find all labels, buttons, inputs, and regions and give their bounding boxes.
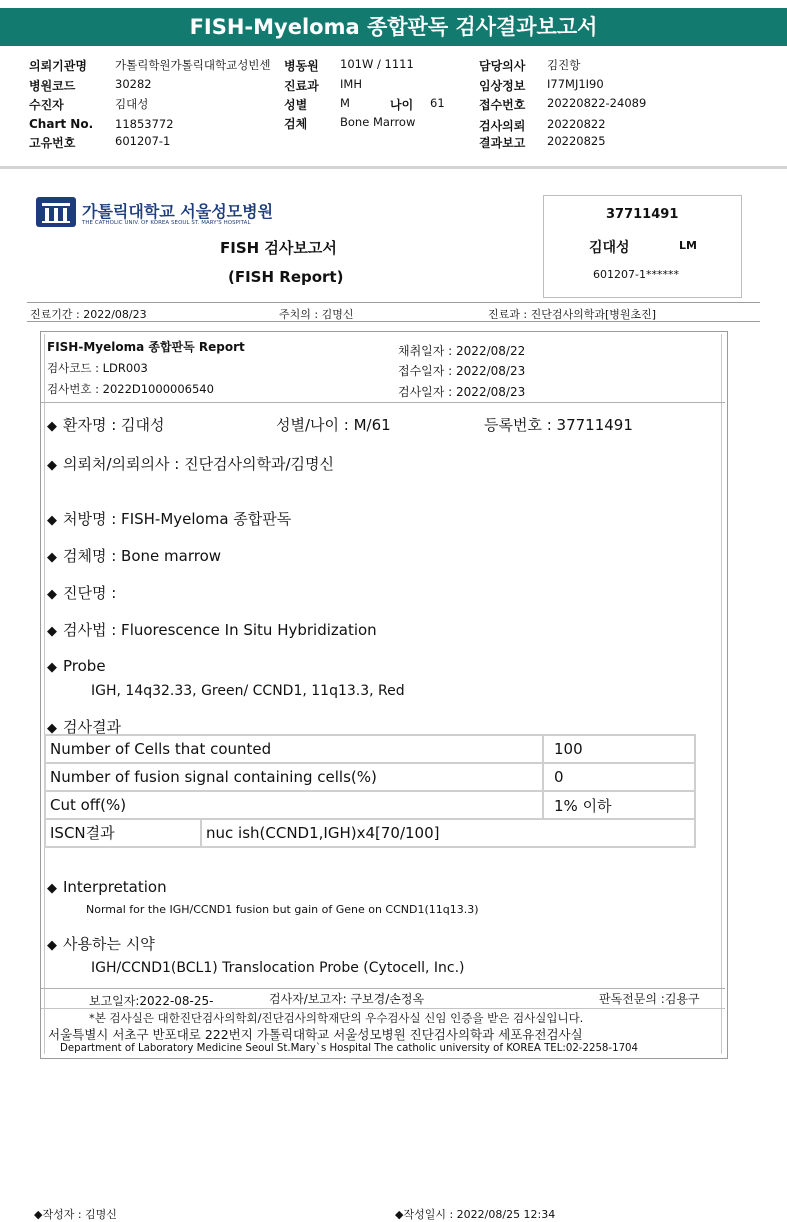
patient-label: 수진자: [29, 98, 64, 112]
sex-label: 성별: [284, 98, 308, 112]
inner-title: FISH-Myeloma 종합판독 Report: [47, 340, 245, 354]
section-specimen: ◆ 검체명 : Bone marrow: [47, 547, 222, 565]
result-report-label: 결과보고: [479, 136, 526, 150]
inner-header-rule: [41, 402, 725, 403]
diamond-icon: ◆: [47, 550, 57, 565]
id-box-name: 김대성: [589, 240, 630, 256]
section-diagnosis: ◆ 진단명 :: [47, 584, 117, 602]
ward-label: 병동원: [284, 59, 319, 73]
department-english: Department of Laboratory Medicine Seoul St.Mary`s Hospital The catholic university of KOREA TEL:02-2258-1704: [60, 1043, 639, 1054]
chart-value: 11853772: [115, 117, 174, 131]
receipt-label: 접수번호: [479, 98, 526, 112]
section-interpretation: ◆ Interpretation: [47, 878, 167, 896]
result-label-cell: Number of fusion signal containing cells(%): [45, 763, 543, 791]
reader: 판독전문의 :김용구: [599, 992, 700, 1006]
receive-date: [398, 362, 525, 379]
hospital-logo-icon: [36, 197, 76, 227]
meta-physician: 주치의 : 김명신: [279, 308, 354, 321]
probe-value: IGH, 14q32.33, Green/ CCND1, 11q13.3, Red: [91, 683, 405, 699]
section-sex-age: 성별/나이 : M/61: [276, 416, 391, 434]
diamond-icon: ◆: [47, 513, 57, 528]
exam-date-value: 08/23: [490, 385, 526, 399]
examiner: 검사자/보고자: 구보경/손정옥: [269, 992, 425, 1006]
institution-label: 의뢰기관명: [29, 59, 87, 73]
table-row: [45, 819, 695, 847]
specimen-value: Bone Marrow: [340, 115, 416, 129]
diamond-icon: ◆: [47, 938, 57, 953]
diamond-icon: ◆: [47, 458, 57, 473]
receive-date-value: 08/23: [490, 364, 526, 378]
certification-note: *본 검사실은 대한진단검사의학회/진단검사의학재단의 우수검사실 신임 인증을 받은 검사실입니다.: [89, 1011, 584, 1025]
section-reagent: ◆ 사용하는 시약: [47, 935, 155, 953]
result-label-cell: Cut off(%): [45, 791, 543, 819]
meta-rule-top: [27, 302, 760, 303]
request-value: 20220822: [547, 117, 606, 131]
test-number: 검사번호 : 2022D1000006540: [47, 382, 214, 396]
lab-address: 서울특별시 서초구 반포대로 222번지 가톨릭대학교 서울성모병원 진단검사의학과 세포유전검사실: [48, 1027, 583, 1042]
diamond-icon: ◆: [47, 881, 57, 896]
collect-label: 채취일자 : 2022/: [398, 344, 491, 358]
report-date: 보고일자:2022-08-25-: [89, 994, 214, 1008]
age-label: 나이: [390, 98, 414, 112]
uid-label: 고유번호: [29, 136, 76, 150]
meta-dept: 진료과 : 진단검사의학과[병원초진]: [488, 308, 657, 321]
interpretation-value: Normal for the IGH/CCND1 fusion but gain of Gene on CCND1(11q13.3): [86, 903, 479, 916]
patient-value: 김대성: [115, 97, 149, 111]
result-value-cell: 0: [543, 763, 695, 791]
meta-period: 진료기간 : 2022/08/23: [30, 308, 147, 321]
header-separator: [0, 166, 787, 169]
exam-label: 검사일자 : 2022/: [398, 385, 491, 399]
written-datetime: ◆작성일시 : 2022/08/25 12:34: [395, 1208, 556, 1221]
diamond-icon: ◆: [47, 624, 57, 639]
section-reg-no: 등록번호 : 37711491: [484, 416, 633, 434]
footer-rule: [41, 988, 725, 989]
dept-value: IMH: [340, 77, 362, 91]
report-title-english: (FISH Report): [228, 268, 344, 286]
section-result: ◆ 검사결과: [47, 718, 121, 736]
exam-date: [398, 383, 525, 400]
request-label: 검사의뢰: [479, 119, 526, 133]
result-value-cell: 1% 이하: [543, 791, 695, 819]
institution-value: 가톨릭학원가톨릭대학교성빈센: [115, 58, 271, 72]
clinical-value: I77MJ1I90: [547, 77, 604, 91]
section-patient-name: ◆ 환자명 : 김대성: [47, 416, 165, 434]
diamond-icon: ◆: [47, 660, 57, 675]
id-box-uid: 601207-1******: [593, 268, 679, 281]
diamond-icon: ◆: [47, 419, 57, 434]
result-report-value: 20220825: [547, 134, 606, 148]
section-prescription: ◆ 처방명 : FISH-Myeloma 종합판독: [47, 510, 292, 528]
table-row: [45, 763, 695, 791]
uid-value: 601207-1: [115, 134, 171, 148]
result-label-cell: Number of Cells that counted: [45, 735, 543, 763]
results-table: [44, 734, 696, 848]
iscn-value: nuc ish(CCND1,IGH)x4[70/100]: [206, 824, 440, 842]
clinical-label: 임상정보: [479, 79, 526, 93]
hospital-name-english: THE CATHOLIC UNIV. OF KOREA SEOUL ST. MARY'S HOSPITAL: [82, 220, 251, 226]
receipt-value: 20220822-24089: [547, 96, 647, 110]
diamond-icon: ◆: [47, 721, 57, 736]
footer-rule-2: [41, 1008, 725, 1009]
iscn-label: ISCN결과: [46, 820, 202, 846]
hospcode-value: 30282: [115, 77, 152, 91]
table-row: [45, 735, 695, 763]
collect-date: [398, 342, 525, 359]
report-title-korean: FISH 검사보고서: [220, 239, 337, 257]
report-banner-title: FISH-Myeloma 종합판독 검사결과보고서: [0, 8, 787, 46]
id-box-reg-no: 37711491: [606, 207, 679, 222]
section-probe: ◆ Probe: [47, 657, 106, 675]
chart-label: Chart No.: [29, 117, 94, 131]
collect-date-value: 08/22: [490, 344, 526, 358]
result-value-cell: 100: [543, 735, 695, 763]
age-value: 61: [430, 96, 445, 110]
specimen-label: 검체: [284, 117, 308, 131]
receive-label: 접수일자 : 2022/: [398, 364, 491, 378]
id-box-tag: LM: [679, 239, 697, 252]
ward-value: 101W / 1111: [340, 57, 414, 71]
sex-value: M: [340, 96, 350, 110]
test-code: 검사코드 : LDR003: [47, 361, 148, 375]
reagent-value: IGH/CCND1(BCL1) Translocation Probe (Cytocell, Inc.): [91, 960, 465, 976]
hospital-name-korean: 가톨릭대학교 서울성모병원: [82, 202, 274, 221]
section-referrer: ◆ 의뢰처/의뢰의사 : 진단검사의학과/김명신: [47, 455, 335, 473]
table-row: [45, 791, 695, 819]
meta-rule-bottom: [27, 321, 760, 322]
frame-inner-right: [721, 334, 724, 1054]
diamond-icon: ◆: [47, 587, 57, 602]
author: ◆작성자 : 김명신: [34, 1208, 117, 1221]
hospcode-label: 병원코드: [29, 79, 76, 93]
section-method: ◆ 검사법 : Fluorescence In Situ Hybridization: [47, 621, 377, 639]
doctor-value: 김진항: [547, 58, 581, 72]
doctor-label: 담당의사: [479, 59, 526, 73]
iscn-row-cell: [45, 819, 695, 847]
dept-label: 진료과: [284, 79, 319, 93]
